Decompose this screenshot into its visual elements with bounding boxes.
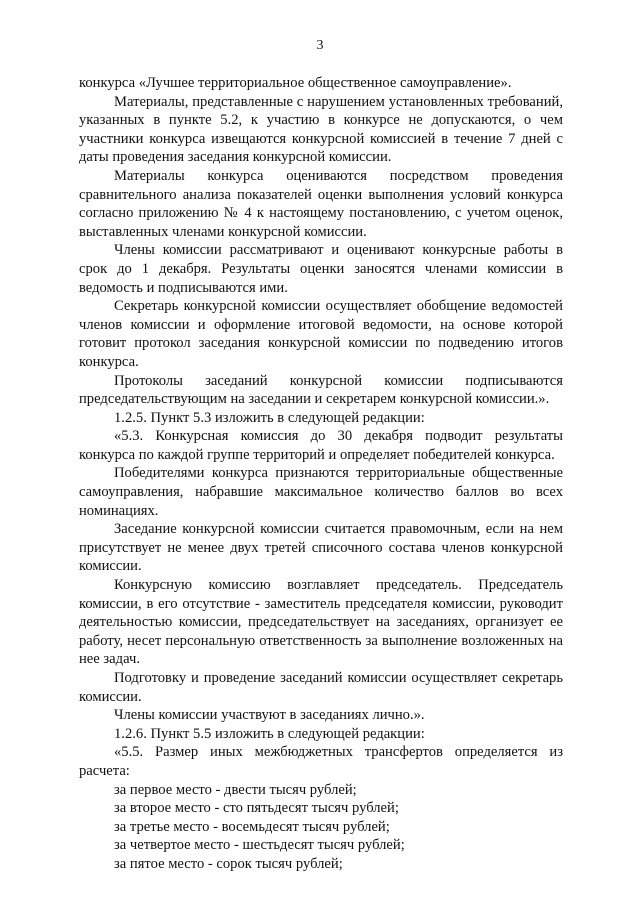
list-item: за второе место - сто пятьдесят тысяч рублей; <box>114 800 399 817</box>
paragraph: Секретарь конкурсной комиссии осуществляет обобщение ведомостей членов комиссии и оформление итоговой ведомости, на основе которой готовит протокол заседания конкурсной комиссии по подведению итогов конкурса. <box>79 298 563 370</box>
paragraph: 1.2.5. Пункт 5.3 изложить в следующей редакции: <box>114 409 425 426</box>
paragraph: 1.2.6. Пункт 5.5 изложить в следующей редакции: <box>114 725 425 742</box>
paragraph: Протоколы заседаний конкурсной комиссии подписываются председательствующим на заседании и секретарем конкурсной комиссии.». <box>79 372 563 408</box>
list-item: за третье место - восемьдесят тысяч рублей; <box>114 818 390 835</box>
paragraph: «5.3. Конкурсная комиссия до 30 декабря подводит результаты конкурса по каждой группе территорий и определяет победителей конкурса. <box>79 428 563 463</box>
list-item: за четвертое место - шестьдесят тысяч рублей; <box>114 837 405 854</box>
paragraph: Члены комиссии участвуют в заседаниях лично.». <box>114 707 425 724</box>
page-number: 3 <box>316 38 324 53</box>
paragraph: Победителями конкурса признаются территориальные общественные самоуправления, набравшие максимальное количество баллов во всех номинациях. <box>79 465 563 519</box>
paragraph: Заседание конкурсной комиссии считается правомочным, если на нем присутствует не менее двух третей списочного состава членов конкурсной комиссии. <box>79 521 563 575</box>
list-item: за пятое место - сорок тысяч рублей; <box>114 855 343 872</box>
paragraph: Материалы, представленные с нарушением установленных требований, указанных в пункте 5.2, к участию в конкурсе не допускаются, о чем участники конкурса извещаются конкурсной комиссией в течение 7 дней с даты проведения заседания конкурсной комиссии. <box>79 93 563 166</box>
paragraph: «5.5. Размер иных межбюджетных трансфертов определяется из расчета: <box>79 744 563 779</box>
paragraph: Подготовку и проведение заседаний комиссии осуществляет секретарь комиссии. <box>79 670 563 705</box>
document-body <box>79 74 563 874</box>
paragraph: Члены комиссии рассматривают и оценивают конкурсные работы в срок до 1 декабря. Результаты оценки заносятся членами комиссии в ведомость и подписываются ими. <box>79 242 563 296</box>
list-item: за первое место - двести тысяч рублей; <box>114 781 357 798</box>
paragraph: Материалы конкурса оцениваются посредством проведения сравнительного анализа показателей оценки выполнения условий конкурса согласно приложению № 4 к настоящему постановлению, с учетом оценок, выставленных членами конкурсной комиссии. <box>79 167 563 240</box>
paragraph: конкурса «Лучшее территориальное общественное самоуправление». <box>79 75 512 91</box>
paragraph: Конкурсную комиссию возглавляет председатель. Председатель комиссии, в его отсутствие - заместитель председателя комиссии, руководит деятельностью комиссии, председательствует на заседаниях, организует ее работу, несет персональную ответственность за выполнение возложенных на нее задач. <box>79 577 563 668</box>
